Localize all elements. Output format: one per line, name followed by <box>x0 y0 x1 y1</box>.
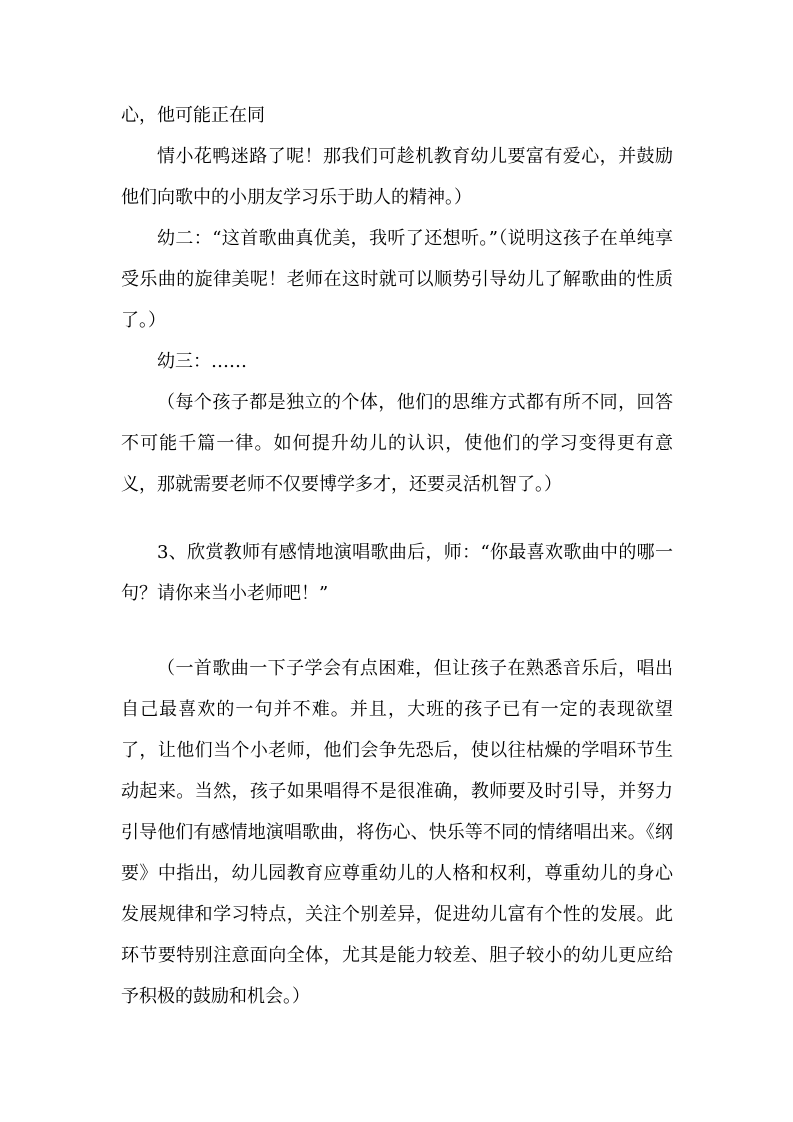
paragraph-continuation: 心，他可能正在同 <box>121 105 265 126</box>
paragraph-little-duck: 情小花鸭迷路了呢！那我们可趁机教育幼儿要富有爱心，并鼓励他们向歌中的小朋友学习乐于助人的精神。） <box>121 146 673 208</box>
paragraph-step-three: 3、欣赏教师有感情地演唱歌曲后，师：“你最喜欢歌曲中的哪一句？请你来当小老师吧！” <box>121 542 673 604</box>
document-body <box>121 95 673 1017</box>
paragraph-commentary: （一首歌曲一下子学会有点困难，但让孩子在熟悉音乐后，唱出自己最喜欢的一句并不难。并且，大班的孩子已有一定的表现欲望了，让他们当个小老师，他们会争先恐后，使以往枯燥的学唱环节生动起来。当然，孩子如果唱得不是很准确，教师要及时引导，并努力引导他们有感情地演唱歌曲，将伤心、快乐等不同的情绪唱出来。《纲要》中指出，幼儿园教育应尊重幼儿的人格和权利，尊重幼儿的身心发展规律和学习特点，关注个别差异，促进幼儿富有个性的发展。此环节要特别注意面向全体，尤其是能力较差、胆子较小的幼儿更应给予积极的鼓励和机会。） <box>121 658 673 1007</box>
paragraph-child-two: 幼二：“这首歌曲真优美，我听了还想听。”（说明这孩子在单纯享受乐曲的旋律美呢！老师在这时就可以顺势引导幼儿了解歌曲的性质了。） <box>121 228 673 331</box>
paragraph-child-three: 幼三：…… <box>157 351 247 372</box>
paragraph-individual-thinking: （每个孩子都是独立的个体，他们的思维方式都有所不同，回答不可能千篇一律。如何提升幼儿的认识，使他们的学习变得更有意义，那就需要老师不仅要博学多才，还要灵活机智了。） <box>121 392 673 495</box>
